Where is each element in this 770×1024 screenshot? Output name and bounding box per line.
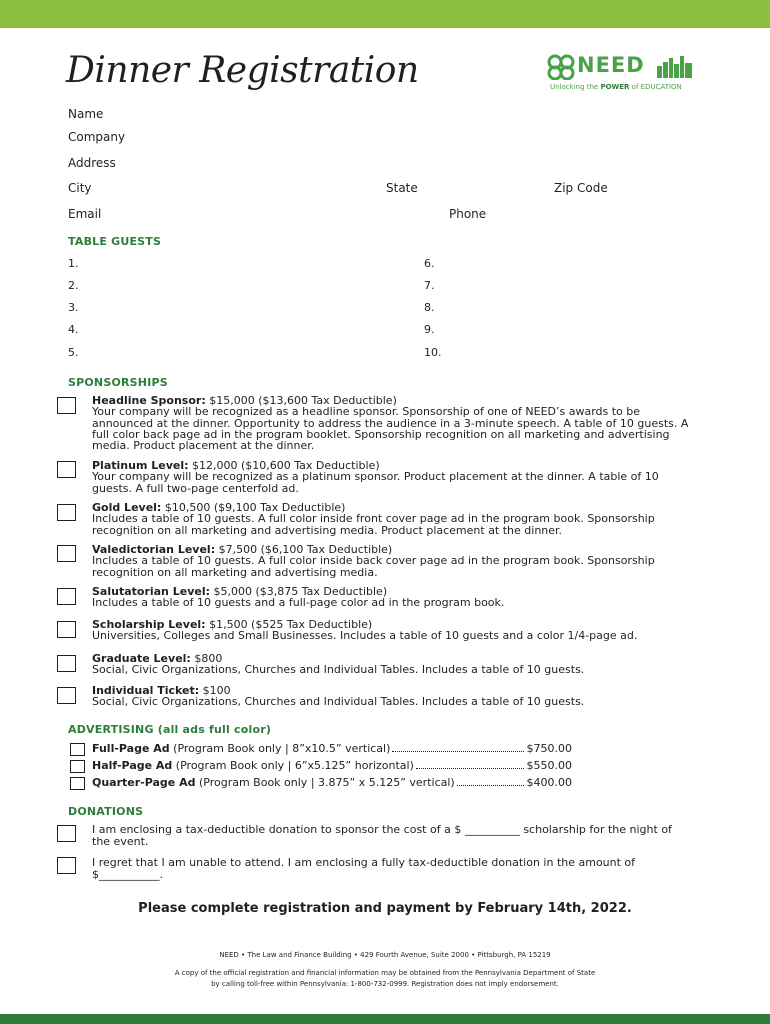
quarter-page-ad-checkbox[interactable] <box>70 777 85 790</box>
platinum-level-checkbox[interactable] <box>57 461 76 478</box>
footer-address: NEED • The Law and Finance Building • 429 Fourth Avenue, Suite 2000 • Pittsburgh, PA 15219 <box>219 951 551 959</box>
state-label: State <box>386 181 418 195</box>
gold-level-checkbox[interactable] <box>57 504 76 521</box>
sponsor-scholarship: Scholarship Level: $1,500 ($525 Tax Deductible) Universities, Colleges and Small Businesses. Includes a table of 10 guests and a color 1/4-page ad. <box>92 618 638 643</box>
headline-sponsor-checkbox[interactable] <box>57 397 76 414</box>
donation-scholarship-text: I am enclosing a tax-deductible donation to sponsor the cost of a $ __________ scholarship for the night of the event. <box>92 823 672 848</box>
table-guests-heading: TABLE GUESTS <box>68 235 162 248</box>
guest-number-5: 5. <box>68 346 79 359</box>
graduate-level-checkbox[interactable] <box>57 655 76 672</box>
scholarship-donation-checkbox[interactable] <box>57 825 76 842</box>
donation-unable-text: I regret that I am unable to attend. I am enclosing a fully tax-deductible donation in the amount of $___________. <box>92 856 636 881</box>
scholarship-level-checkbox[interactable] <box>57 621 76 638</box>
need-logo <box>547 52 692 94</box>
guest-number-2: 2. <box>68 279 79 292</box>
key-icon <box>547 54 575 80</box>
guest-number-1: 1. <box>68 257 79 270</box>
guest-number-6: 6. <box>424 257 435 270</box>
half-page-ad-checkbox[interactable] <box>70 760 85 773</box>
sponsor-graduate: Graduate Level: $800 Social, Civic Organizations, Churches and Individual Tables. Includes a table of 10 guests. <box>92 652 585 677</box>
advertising-heading: ADVERTISING (all ads full color) <box>68 723 272 736</box>
name-label: Name <box>68 107 104 121</box>
registration-deadline: Please complete registration and payment by February 14th, 2022. <box>138 901 632 916</box>
guest-number-4: 4. <box>68 323 79 336</box>
guest-number-8: 8. <box>424 301 435 314</box>
zip-label: Zip Code <box>554 181 608 195</box>
valedictorian-level-checkbox[interactable] <box>57 545 76 562</box>
donations-heading: DONATIONS <box>68 805 144 818</box>
footer-disclaimer-line-2: by calling toll-free within Pennsylvania: 1-800-732-0999. Registration does not imply endorsement. <box>211 980 559 988</box>
company-label: Company <box>68 130 126 144</box>
city-skyline-icon <box>657 54 693 78</box>
top-accent-bar <box>0 0 770 28</box>
city-label: City <box>68 181 92 195</box>
footer-disclaimer-line-1: A copy of the official registration and financial information may be obtained from the Pennsylvania Department of State <box>174 969 596 977</box>
sponsor-platinum: Platinum Level: $12,000 ($10,600 Tax Deductible) Your company will be recognized as a platinum sponsor. Product placement at the dinner. A table of 10 guests. A full two-page centerfold ad. <box>92 459 659 495</box>
guest-number-9: 9. <box>424 323 435 336</box>
ad-full-page: Full-Page Ad (Program Book only | 8”x10.5” vertical) $750.00 <box>92 742 572 755</box>
unable-attend-donation-checkbox[interactable] <box>57 857 76 874</box>
address-label: Address <box>68 156 116 170</box>
bottom-accent-bar <box>0 1014 770 1024</box>
sponsorships-heading: SPONSORSHIPS <box>68 376 168 389</box>
ad-half-page: Half-Page Ad (Program Book only | 6”x5.125” horizontal) $550.00 <box>92 759 572 772</box>
full-page-ad-checkbox[interactable] <box>70 743 85 756</box>
sponsor-individual: Individual Ticket: $100 Social, Civic Organizations, Churches and Individual Tables. Includes a table of 10 guests. <box>92 684 585 709</box>
salutatorian-level-checkbox[interactable] <box>57 588 76 605</box>
logo-tagline: Unlocking the POWER of EDUCATION <box>550 83 682 91</box>
sponsor-salutatorian: Salutatorian Level: $5,000 ($3,875 Tax Deductible) Includes a table of 10 guests and a full-page color ad in the program book. <box>92 585 505 610</box>
sponsor-headline: Headline Sponsor: $15,000 ($13,600 Tax Deductible) Your company will be recognized as a headline sponsor. Sponsorship of one of NEED’s awards to be announced at the dinner. Opportunity to address the audience in a 3-minute speech. A table of 10 guests. A full color back page ad in the program booklet. Sponsorship recognition on all marketing and advertising media. Product placement at the dinner. <box>92 394 689 453</box>
individual-ticket-checkbox[interactable] <box>57 687 76 704</box>
guest-number-3: 3. <box>68 301 79 314</box>
page-title: Dinner Registration <box>66 50 419 91</box>
guest-number-7: 7. <box>424 279 435 292</box>
guest-number-10: 10. <box>424 346 442 359</box>
logo-wordmark: NEED <box>577 53 645 77</box>
sponsor-valedictorian: Valedictorian Level: $7,500 ($6,100 Tax Deductible) Includes a table of 10 guests. A full color inside back cover page ad in the program book. Sponsorship recognition on all marketing and advertising media. <box>92 543 655 579</box>
email-label: Email <box>68 207 102 221</box>
phone-label: Phone <box>449 207 487 221</box>
sponsor-gold: Gold Level: $10,500 ($9,100 Tax Deductible) Includes a table of 10 guests. A full color inside front cover page ad in the program book. Sponsorship recognition on all marketing and advertising media. Product placement at the dinner. <box>92 501 655 537</box>
ad-quarter-page: Quarter-Page Ad (Program Book only | 3.875” x 5.125” vertical) $400.00 <box>92 776 572 789</box>
